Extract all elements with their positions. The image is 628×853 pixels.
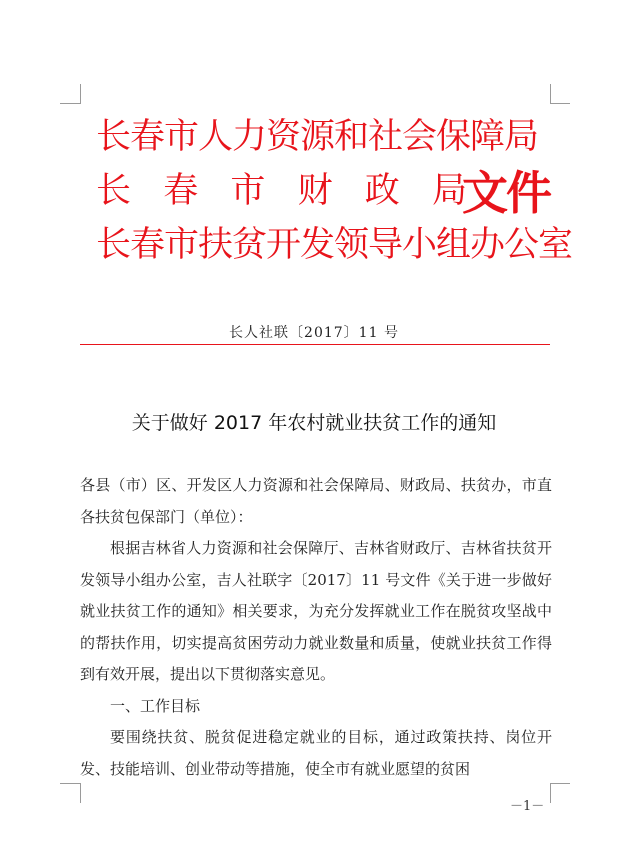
issuer-char: 市 — [230, 171, 265, 211]
issuer-char: 春 — [163, 171, 198, 211]
issuer-poverty-office: 长春市扶贫开发领导小组办公室 — [96, 225, 573, 265]
issuer-finance-bureau — [96, 164, 466, 218]
issuer-hrss-bureau: 长春市人力资源和社会保障局 — [96, 117, 539, 157]
issuer-char: 局 — [431, 171, 466, 211]
page-number: －1－ — [510, 799, 545, 814]
document-mark-wenjian: 文件 — [462, 166, 550, 220]
document-title: 关于做好 2017 年农村就业扶贫工作的通知 — [131, 412, 497, 434]
issuer-char: 长 — [96, 171, 131, 211]
paragraph: 要围绕扶贫、脱贫促进稳定就业的目标，通过政策扶持、岗位开发、技能培训、创业带动等措施，使全市有就业愿望的贫困 — [80, 728, 552, 778]
section-heading: 一、工作目标 — [110, 696, 201, 715]
salutation: 各县（市）区、开发区人力资源和社会保障局、财政局、扶贫办，市直各扶贫包保部门（单位）： — [80, 476, 552, 526]
document-number: 长人社联〔2017〕11 号 — [229, 325, 399, 341]
paragraph: 根据吉林省人力资源和社会保障厅、吉林省财政厅、吉林省扶贫开发领导小组办公室，吉人社联字〔2017〕11 号文件《关于进一步做好就业扶贫工作的通知》相关要求，为充分发挥就业工作在脱贫攻坚战中的帮扶作用，切实提高贫困劳动力就业数量和质量，使就业扶贫工作得到有效开展，提出以下贯彻落实意见。 — [80, 539, 552, 683]
red-separator-line — [80, 344, 550, 345]
issuer-char: 财 — [297, 171, 332, 211]
document-body — [80, 470, 552, 785]
issuer-char: 政 — [364, 171, 399, 211]
